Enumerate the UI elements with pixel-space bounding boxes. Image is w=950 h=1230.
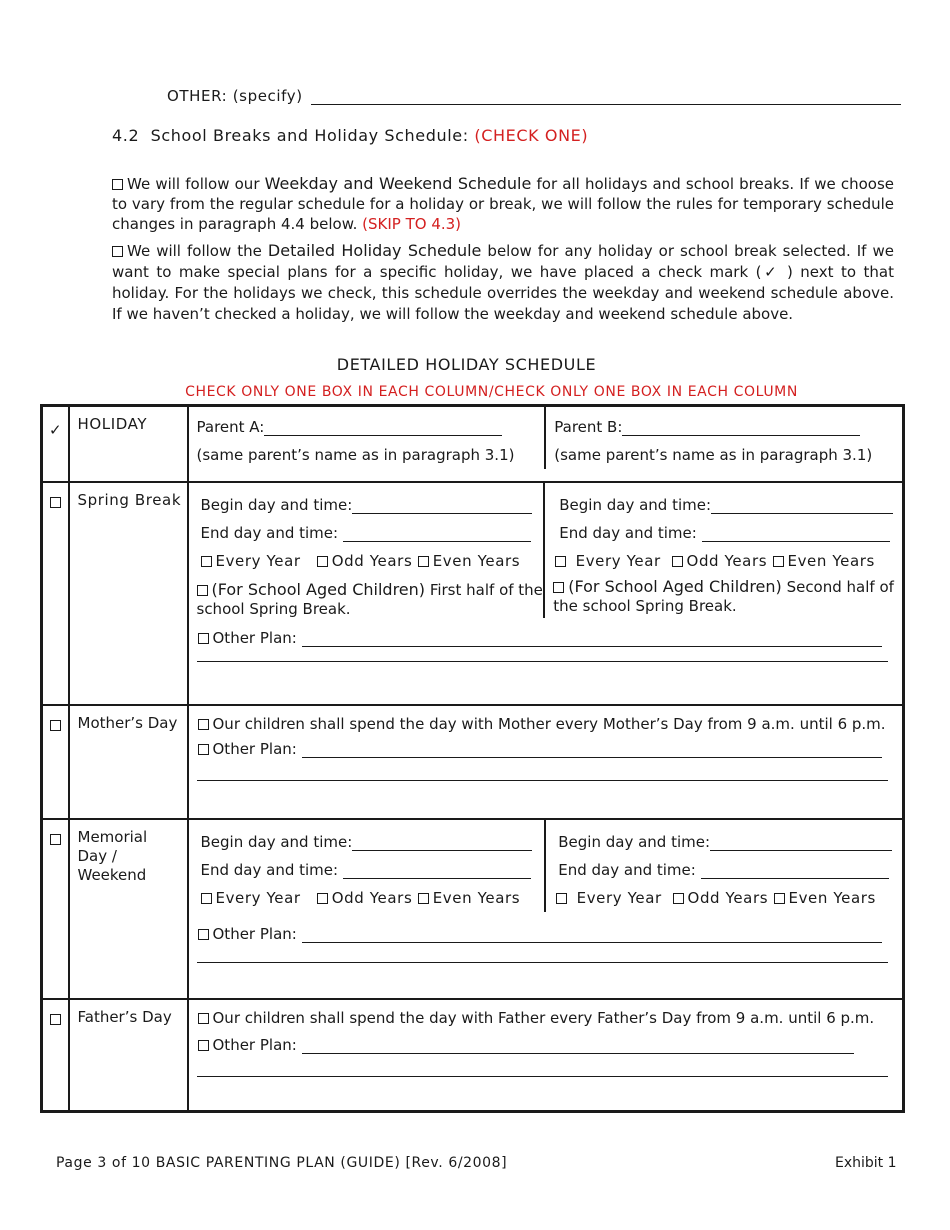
fathers-day-checkbox[interactable] — [50, 1014, 61, 1025]
other-specify-label: OTHER: (specify) — [167, 87, 303, 105]
parent-b-end-field[interactable] — [702, 526, 890, 542]
other-plan-label: Other Plan: — [212, 924, 297, 943]
other-plan-field[interactable] — [302, 742, 882, 758]
section-heading — [112, 126, 588, 145]
option-weekday-schedule — [112, 174, 894, 234]
schedule-title: DETAILED HOLIDAY SCHEDULE — [336, 355, 597, 374]
spring-break-row — [42, 482, 904, 705]
other-plan-field[interactable] — [302, 927, 882, 943]
end-label: End day and time: — [200, 523, 339, 542]
other-specify-row — [167, 87, 901, 105]
parent-a-label: Parent A: — [196, 418, 265, 436]
other-plan-checkbox[interactable] — [198, 744, 209, 755]
parent-b-label: Parent B: — [554, 418, 623, 436]
mothers-day-checkbox[interactable] — [50, 720, 61, 731]
spring-break-checkbox[interactable] — [50, 497, 61, 508]
even-years-checkbox[interactable] — [773, 556, 784, 567]
first-half-text: First half of the school Spring Break. — [196, 580, 543, 618]
memorial-day-row — [42, 819, 904, 999]
other-plan-label: Other Plan: — [212, 628, 297, 647]
check-mark-icon: ✓ — [761, 263, 780, 281]
option1-text-b: for all holidays and school breaks. If we choose to vary from the regular schedule for a holiday or break, we will follow the rules for temporary schedule changes in paragraph 4.4 below. — [112, 175, 894, 233]
schedule-subtitle: CHECK ONLY ONE BOX IN EACH COLUMN/CHECK ONLY ONE BOX IN EACH COLUMN — [185, 384, 798, 400]
second-half-checkbox[interactable] — [553, 582, 564, 593]
odd-years-checkbox[interactable] — [317, 556, 328, 567]
begin-label: Begin day and time: — [200, 832, 353, 851]
odd-years-checkbox[interactable] — [317, 893, 328, 904]
memorial-day-checkbox[interactable] — [50, 834, 61, 845]
holiday-schedule-table — [40, 404, 905, 1113]
odd-years-label: Odd Years — [331, 888, 413, 907]
second-half-text: Second half of the school Spring Break. — [553, 577, 894, 615]
even-years-label: Even Years — [432, 551, 521, 570]
holiday-header: HOLIDAY — [77, 415, 148, 433]
check-mark-icon: ✓ — [48, 421, 62, 439]
other-specify-field[interactable] — [311, 89, 901, 105]
every-year-checkbox[interactable] — [555, 556, 566, 567]
option1-skip: (SKIP TO 4.3) — [362, 215, 462, 233]
every-year-label: Every Year — [215, 888, 301, 907]
other-plan-checkbox[interactable] — [198, 633, 209, 644]
memorial-day-label: Memorial Day / Weekend — [77, 827, 148, 884]
parent-b-begin-field[interactable] — [711, 498, 893, 514]
even-years-label: Even Years — [788, 888, 876, 907]
other-plan-checkbox[interactable] — [198, 929, 209, 940]
fathers-day-row — [42, 999, 904, 1112]
end-label: End day and time: — [558, 860, 696, 879]
header-row — [42, 406, 904, 482]
mothers-day-option-checkbox[interactable] — [198, 719, 209, 730]
page-footer: Page 3 of 10 BASIC PARENTING PLAN (GUIDE) [Rev. 6/2008] — [56, 1155, 508, 1171]
option-detailed-schedule — [112, 240, 894, 325]
every-year-label: Every Year — [576, 888, 662, 907]
other-plan-line[interactable] — [197, 780, 889, 781]
parent-a-note: (same parent’s name as in paragraph 3.1) — [196, 446, 515, 464]
option2-highlight: Detailed Holiday Schedule — [267, 241, 482, 260]
odd-years-label: Odd Years — [331, 551, 413, 570]
every-year-checkbox[interactable] — [201, 893, 212, 904]
even-years-checkbox[interactable] — [774, 893, 785, 904]
section-title: School Breaks and Holiday Schedule: — [150, 126, 469, 145]
parent-a-begin-field[interactable] — [352, 835, 532, 851]
first-half-em: (For School Aged Children) — [211, 579, 426, 599]
other-plan-field[interactable] — [302, 1038, 854, 1054]
fathers-day-label: Father’s Day — [77, 1007, 172, 1026]
option2-text-c: ) next to that holiday. For the holidays we check, this schedule overrides the weekday and weekend schedule above. If we haven’t checked a holiday, we will follow the weekday and weekend schedule above. — [112, 263, 894, 323]
other-plan-label: Other Plan: — [212, 1035, 297, 1054]
begin-label: Begin day and time: — [559, 495, 712, 514]
exhibit-label: Exhibit 1 — [835, 1155, 897, 1171]
odd-years-checkbox[interactable] — [673, 893, 684, 904]
mothers-day-text: Our children shall spend the day with Mother every Mother’s Day from 9 a.m. until 6 p.m. — [212, 714, 886, 733]
mothers-day-row — [42, 705, 904, 819]
parent-a-name-field[interactable] — [264, 420, 502, 436]
odd-years-label: Odd Years — [687, 888, 769, 907]
other-plan-line[interactable] — [197, 1076, 889, 1077]
option1-text-a: We will follow our — [127, 175, 260, 193]
begin-label: Begin day and time: — [200, 495, 353, 514]
section-instruction: (CHECK ONE) — [474, 126, 589, 145]
every-year-label: Every Year — [575, 551, 661, 570]
even-years-label: Even Years — [432, 888, 521, 907]
parent-b-end-field[interactable] — [701, 863, 889, 879]
other-plan-line[interactable] — [197, 962, 889, 963]
other-plan-checkbox[interactable] — [198, 1040, 209, 1051]
every-year-checkbox[interactable] — [201, 556, 212, 567]
option-weekday-checkbox[interactable] — [112, 179, 123, 190]
option-detailed-checkbox[interactable] — [112, 246, 123, 257]
option1-highlight: Weekday and Weekend Schedule — [264, 174, 532, 193]
section-number: 4.2 — [112, 126, 140, 145]
parent-a-end-field[interactable] — [343, 526, 531, 542]
spring-break-label: Spring Break — [77, 490, 182, 509]
even-years-label: Even Years — [787, 551, 875, 570]
every-year-label: Every Year — [215, 551, 301, 570]
second-half-em: (For School Aged Children) — [568, 576, 782, 596]
odd-years-label: Odd Years — [686, 551, 768, 570]
other-plan-label: Other Plan: — [212, 739, 297, 758]
end-label: End day and time: — [559, 523, 697, 542]
end-label: End day and time: — [200, 860, 339, 879]
parent-a-begin-field[interactable] — [352, 498, 532, 514]
option2-text-a: We will follow the — [127, 242, 262, 260]
begin-label: Begin day and time: — [558, 832, 711, 851]
odd-years-checkbox[interactable] — [672, 556, 683, 567]
every-year-checkbox[interactable] — [556, 893, 567, 904]
even-years-checkbox[interactable] — [418, 893, 429, 904]
option2-text-b: below for any holiday or school break selected. If we want to make special plans for a specific holiday, we have placed a check mark ( — [112, 242, 894, 281]
other-plan-line[interactable] — [197, 661, 889, 662]
other-plan-field[interactable] — [302, 631, 882, 647]
mothers-day-label: Mother’s Day — [77, 713, 178, 732]
parent-b-begin-field[interactable] — [710, 835, 892, 851]
fathers-day-option-checkbox[interactable] — [198, 1013, 209, 1024]
first-half-checkbox[interactable] — [197, 585, 208, 596]
fathers-day-text: Our children shall spend the day with Father every Father’s Day from 9 a.m. until 6 p.m. — [212, 1008, 875, 1027]
parent-a-end-field[interactable] — [343, 863, 531, 879]
parent-b-note: (same parent’s name as in paragraph 3.1) — [554, 446, 873, 464]
even-years-checkbox[interactable] — [418, 556, 429, 567]
parent-b-name-field[interactable] — [622, 420, 860, 436]
